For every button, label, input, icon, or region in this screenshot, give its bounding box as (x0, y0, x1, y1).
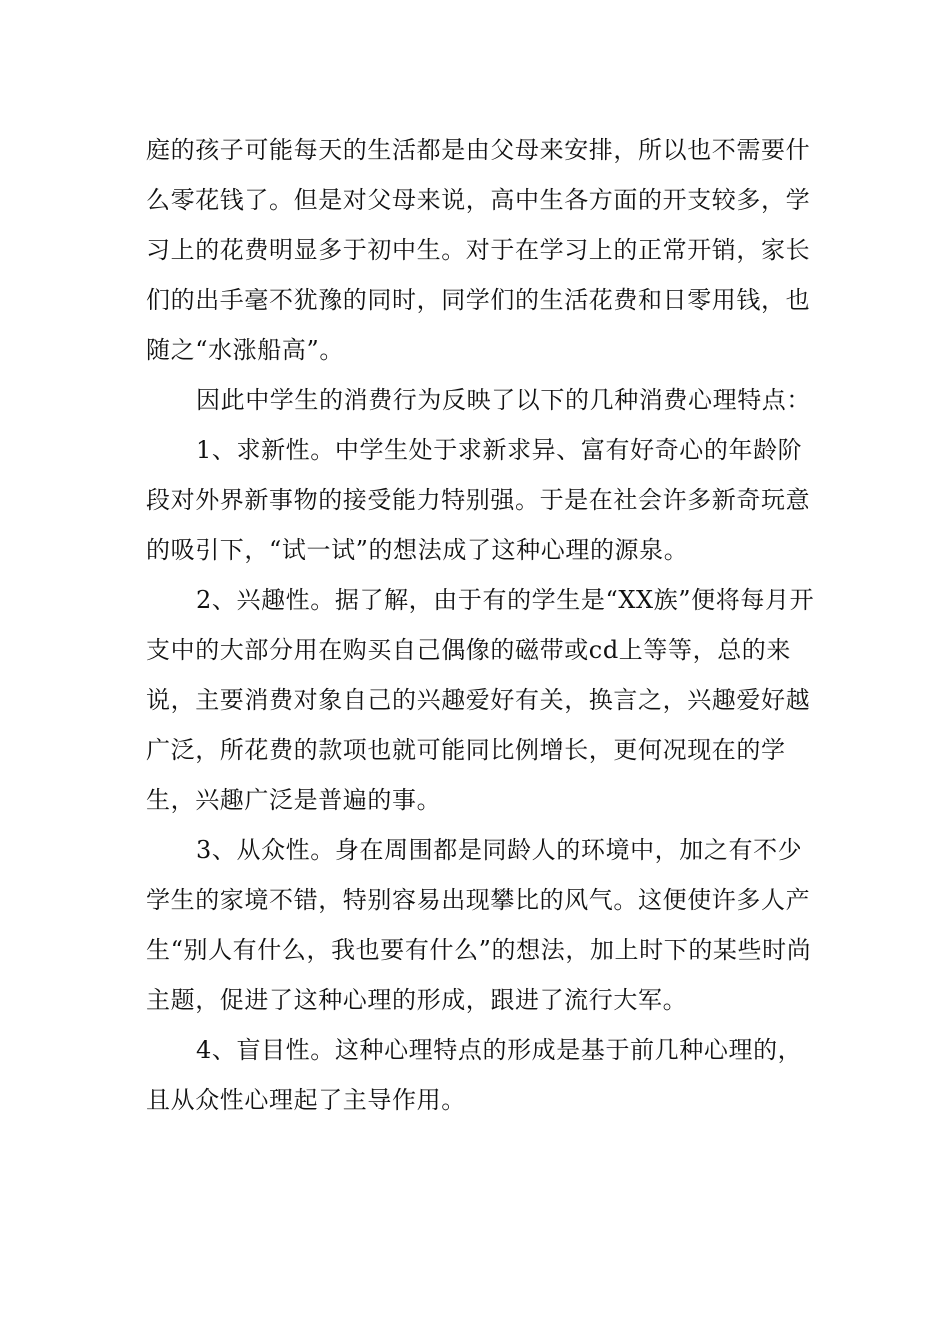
paragraph-5: 3、从众性。身在周围都是同龄人的环境中，加之有不少学生的家境不错，特别容易出现攀比的风气。这便使许多人产生“别人有什么，我也要有什么”的想法，加上时下的某些时尚主题，促进了这种心理的形成，跟进了流行大军。 (146, 836, 812, 1014)
paragraph-6: 4、盲目性。这种心理特点的形成是基于前几种心理的，且从众性心理起了主导作用。 (146, 1036, 803, 1114)
paragraph-2: 因此中学生的消费行为反映了以下的几种消费心理特点： (196, 386, 811, 414)
document-body (146, 125, 826, 1125)
paragraph-4: 2、兴趣性。据了解，由于有的学生是“XX族”便将每月开支中的大部分用在购买自己偶像的磁带或cd上等等，总的来说，主要消费对象自己的兴趣爱好有关，换言之，兴趣爱好越广泛，所花费的款项也就可能同比例增长，更何况现在的学生，兴趣广泛是普遍的事。 (146, 586, 815, 814)
paragraph-3: 1、求新性。中学生处于求新求异、富有好奇心的年龄阶段对外界新事物的接受能力特别强。于是在社会许多新奇玩意的吸引下，“试一试”的想法成了这种心理的源泉。 (146, 436, 811, 564)
paragraph-1: 庭的孩子可能每天的生活都是由父母来安排，所以也不需要什么零花钱了。但是对父母来说，高中生各方面的开支较多，学习上的花费明显多于初中生。对于在学习上的正常开销，家长们的出手毫不犹豫的同时，同学们的生活花费和日零用钱，也随之“水涨船高”。 (146, 136, 811, 364)
